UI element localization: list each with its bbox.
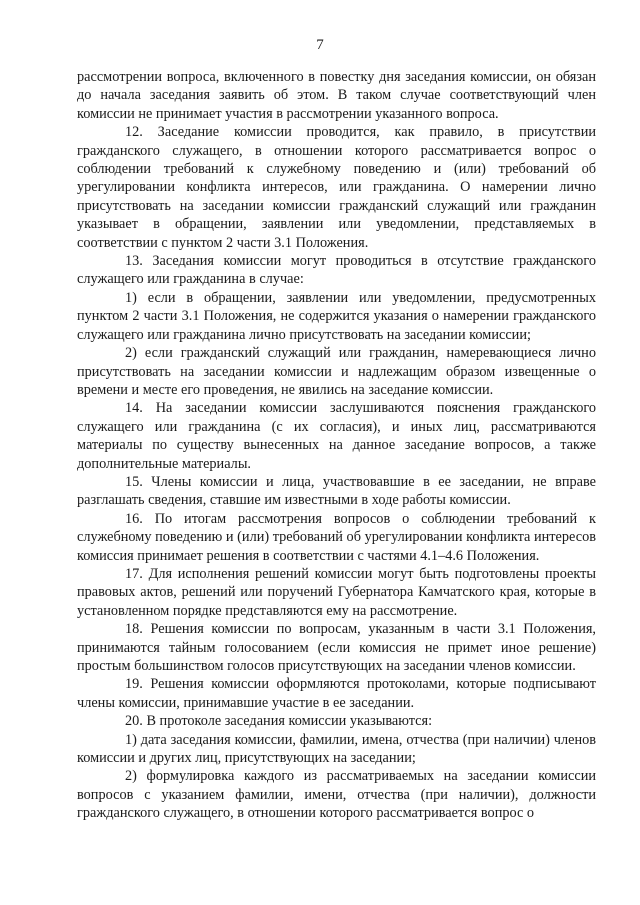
paragraph-item-13-subitem-1: 1) если в обращении, заявлении или уведомлении, предусмотренных пунктом 2 части 3.1 Положения, не содержится указания о намерении гражданского служащего или гражданина лично присутствовать на заседании комиссии; [77,289,596,343]
paragraph-item-19: 19. Решения комиссии оформляются протоколами, которые подписывают члены комиссии, принимавшие участие в ее заседании. [77,676,596,711]
document-body [77,68,596,823]
paragraph-item-14: 14. На заседании комиссии заслушиваются пояснения гражданского служащего или гражданина (с их согласия), и иных лиц, рассматриваются материалы по существу вынесенных на данное заседание вопросов, а также дополнительные материалы. [77,400,596,472]
paragraph-continuation: рассмотрении вопроса, включенного в повестку дня заседания комиссии, он обязан до начала заседания заявить об этом. В таком случае соответствующий член комиссии не принимает участия в рассмотрении указанного вопроса. [77,69,596,122]
paragraph-item-20: 20. В протоколе заседания комиссии указываются: [125,713,433,730]
paragraph-item-20-subitem-1: 1) дата заседания комиссии, фамилии, имена, отчества (при наличии) членов комиссии и других лиц, присутствующих на заседании; [77,731,596,767]
paragraph-item-16: 16. По итогам рассмотрения вопросов о соблюдении требований к служебному поведению и (или) требований об урегулировании конфликта интересов комиссия принимает решения в соответствии с частями 4.1–4.6 Положения. [77,510,596,564]
paragraph-item-13-subitem-2: 2) если гражданский служащий или гражданин, намеревающиеся лично присутствовать на заседании комиссии и надлежащим образом извещенные о времени и месте его проведения, не явились на заседание комиссии. [77,345,596,398]
paragraph-item-20-subitem-2: 2) формулировка каждого из рассматриваемых на заседании комиссии вопросов с указанием фамилии, имени, отчества (при наличии), должности гражданского служащего, в отношении которого рассматривается вопрос о [77,768,596,822]
paragraph-item-18: 18. Решения комиссии по вопросам, указанным в части 3.1 Положения, принимаются тайным голосованием (если комиссия не примет иное решение) простым большинством голосов присутствующих на заседании членов комиссии. [77,621,596,674]
paragraph-item-13: 13. Заседания комиссии могут проводиться в отсутствие гражданского служащего или гражданина в случае: [77,253,596,288]
paragraph-item-12: 12. Заседание комиссии проводится, как правило, в присутствии гражданского служащего, в отношении которого рассматривается вопрос о соблюдении требований к служебному поведению и (или) требований об урегулировании конфликта интересов, или гражданина. О намерении лично присутствовать на заседании комиссии гражданский служащий или гражданин указывает в обращении, заявлении или уведомлении, представляемых в соответствии с пунктом 2 части 3.1 Положения. [77,124,596,251]
paragraph-item-17: 17. Для исполнения решений комиссии могут быть подготовлены проекты правовых актов, решений или поручений Губернатора Камчатского края, которые в установленном порядке представляются ему на рассмотрение. [77,565,596,619]
paragraph-item-15: 15. Члены комиссии и лица, участвовавшие в ее заседании, не вправе разглашать сведения, ставшие им известными в ходе работы комиссии. [77,473,596,509]
page-number: 7 [316,37,324,53]
